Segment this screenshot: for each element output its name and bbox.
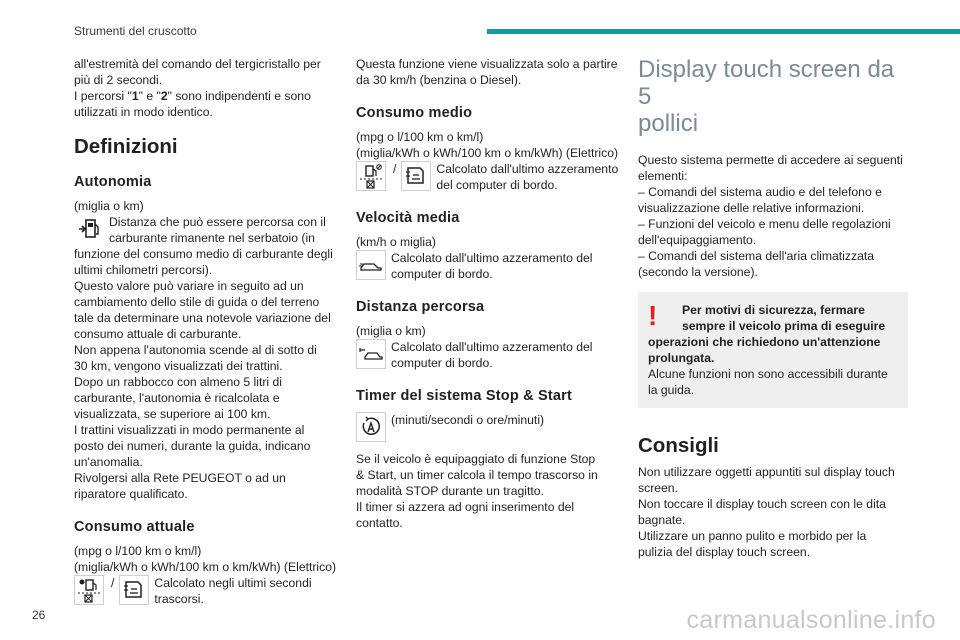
timer-text: modalità STOP durante un tragitto.	[356, 484, 544, 498]
column-middle	[356, 56, 626, 531]
velocita-media-unit: (km/h o miglia)	[356, 235, 436, 249]
text-span: " e "	[138, 89, 161, 103]
intro-line: Questo sistema permette di accedere ai seguenti	[638, 153, 903, 167]
autonomia-row	[74, 214, 344, 246]
timer-text: & Start, un timer calcola il tempo trascorso in	[356, 468, 598, 482]
separator-slash: /	[393, 162, 397, 176]
autonomia-text: Rivolgersi alla Rete PEUGEOT o ad un	[74, 471, 286, 485]
text-span: " sono indipendenti e sono	[167, 89, 311, 103]
intro-line: visualizzazione delle relative informazioni.	[638, 201, 865, 215]
velocita-media-text: Calcolato dall'ultimo azzeramento del	[391, 251, 593, 265]
consumo-medio-unit: (mpg o l/100 km o km/l)	[356, 130, 484, 144]
intro-line: dell'equipaggiamento.	[638, 233, 757, 247]
intro-line: utilizzati in modo identico.	[74, 105, 213, 119]
autonomia-text: un'anomalia.	[74, 455, 143, 469]
page-number: 26	[32, 608, 46, 622]
distanza-percorsa-heading: Distanza percorsa	[356, 299, 485, 315]
intro-line: elementi:	[638, 169, 688, 183]
distanza-percorsa-text: Calcolato dall'ultimo azzeramento del	[391, 340, 593, 354]
average-speed-icon	[356, 250, 386, 280]
stop-start-timer-icon	[356, 412, 386, 442]
battery-consumption-icon	[119, 575, 149, 605]
distanza-percorsa-row	[356, 339, 626, 371]
velocita-media-text: computer di bordo.	[391, 267, 493, 281]
average-battery-consumption-icon	[401, 161, 431, 191]
consigli-heading: Consigli	[638, 434, 719, 457]
timer-text: Se il veicolo è equipaggiato di funzione Stop	[356, 452, 596, 466]
autonomia-text: visualizzata, se superiore ai 100 km.	[74, 407, 271, 421]
intro-line: più di 2 secondi.	[74, 73, 163, 87]
column-right	[638, 56, 908, 560]
consumo-medio-text: Calcolato dall'ultimo azzeramento	[436, 162, 619, 176]
warning-text: la guida.	[648, 383, 695, 397]
autonomia-unit: (miglia o km)	[74, 199, 144, 213]
intro-line: all'estremità del comando del tergicristallo per	[74, 57, 321, 71]
warning-text: operazioni che richiedono un'attenzione	[648, 335, 881, 349]
intro-line	[74, 88, 344, 104]
consumo-medio-text: del computer di bordo.	[436, 178, 558, 192]
watermark: carmanualsonline.info	[686, 606, 936, 634]
warning-text: prolungata.	[648, 351, 715, 365]
autonomia-text: riparatore qualificato.	[74, 487, 188, 501]
timer-row	[356, 412, 626, 442]
fuel-range-icon	[74, 214, 104, 244]
intro-line: (secondo la versione).	[638, 265, 758, 279]
column-left	[74, 56, 344, 607]
consigli-text: Utilizzare un panno pulito e morbido per la	[638, 529, 867, 543]
title-line: Display touch screen da 5	[638, 56, 895, 110]
bold-text: 2	[160, 89, 168, 103]
consumo-attuale-row	[74, 575, 344, 607]
header-rule	[487, 29, 960, 34]
intro-line: – Funzioni del veicolo e menu delle regolazioni	[638, 217, 891, 231]
autonomia-text: carburante rimanente nel serbatoio (in	[109, 231, 315, 245]
autonomia-text: I trattini visualizzati in modo permanente al	[74, 423, 305, 437]
average-fuel-consumption-icon	[356, 161, 386, 191]
consigli-text: Non toccare il display touch screen con le dita	[638, 497, 886, 511]
autonomia-text: cambiamento dello stile di guida o del terreno	[74, 295, 320, 309]
timer-unit: (minuti/secondi o ore/minuti)	[391, 413, 545, 427]
bold-text: 1	[131, 89, 139, 103]
separator-slash: /	[111, 576, 115, 590]
autonomia-text: Distanza che può essere percorsa con il	[109, 215, 326, 229]
running-title: Strumenti del cruscotto	[74, 24, 197, 38]
autonomia-text: Non appena l'autonomia scende al di sotto di	[74, 343, 317, 357]
consigli-text: bagnate.	[638, 513, 686, 527]
autonomia-text: carburante, l'autonomia è ricalcolata e	[74, 391, 280, 405]
distanza-percorsa-unit: (miglia o km)	[356, 324, 426, 338]
consumo-attuale-unit: (miglia/kWh o kWh/100 km o km/kWh) (Elettrico)	[74, 560, 337, 574]
display-touch-title	[638, 56, 908, 137]
warning-icon: !	[648, 300, 658, 331]
consumo-medio-row	[356, 161, 626, 193]
title-line: pollici	[638, 110, 699, 137]
definitions-heading: Definizioni	[74, 135, 178, 158]
intro-line: – Comandi del sistema dell'aria climatizzata	[638, 249, 875, 263]
consumo-medio-unit: (miglia/kWh o kWh/100 km o km/kWh) (Elettrico)	[356, 146, 619, 160]
autonomia-text: 30 km, vengono visualizzati dei trattini.	[74, 359, 283, 373]
consumo-attuale-text: Calcolato negli ultimi secondi	[154, 576, 312, 590]
warning-text: Per motivi di sicurezza, fermare	[682, 303, 865, 317]
consigli-text: pulizia del display touch screen.	[638, 545, 811, 559]
autonomia-text: funzione del consumo medio di carburante degli	[74, 247, 333, 261]
consigli-text: screen.	[638, 481, 678, 495]
timer-text: contatto.	[356, 516, 403, 530]
timer-heading: Timer del sistema Stop & Start	[356, 388, 573, 404]
safety-warning-box	[638, 292, 908, 408]
velocita-media-row	[356, 250, 626, 282]
autonomia-heading: Autonomia	[74, 174, 152, 190]
distance-travelled-icon	[356, 339, 386, 369]
velocita-media-heading: Velocità media	[356, 210, 460, 226]
intro-line: – Comandi del sistema audio e del telefono e	[638, 185, 882, 199]
consumo-attuale-unit: (mpg o l/100 km o km/l)	[74, 544, 202, 558]
autonomia-text: posto dei numeri, durante la guida, indicano	[74, 439, 311, 453]
consigli-text: Non utilizzare oggetti appuntiti sul display touch	[638, 465, 895, 479]
warning-text: Alcune funzioni non sono accessibili durante	[648, 367, 888, 381]
consumo-medio-heading: Consumo medio	[356, 105, 473, 121]
timer-text: Il timer si azzera ad ogni inserimento del	[356, 500, 575, 514]
intro-line: Questa funzione viene visualizzata solo a partire	[356, 57, 618, 71]
autonomia-text: Dopo un rabbocco con almeno 5 litri di	[74, 375, 282, 389]
warning-text: sempre il veicolo prima di eseguire	[682, 319, 886, 333]
consumo-attuale-heading: Consumo attuale	[74, 519, 195, 535]
text-span: I percorsi "	[74, 89, 132, 103]
fuel-consumption-icon	[74, 575, 104, 605]
autonomia-text: tale da determinare una notevole variazione del	[74, 311, 331, 325]
autonomia-text: consumo attuale di carburante.	[74, 327, 242, 341]
autonomia-text: ultimi chilometri percorsi).	[74, 263, 213, 277]
intro-line: da 30 km/h (benzina o Diesel).	[356, 73, 522, 87]
consumo-attuale-text: trascorsi.	[154, 592, 204, 606]
autonomia-text: Questo valore può variare in seguito ad un	[74, 279, 304, 293]
distanza-percorsa-text: computer di bordo.	[391, 356, 493, 370]
